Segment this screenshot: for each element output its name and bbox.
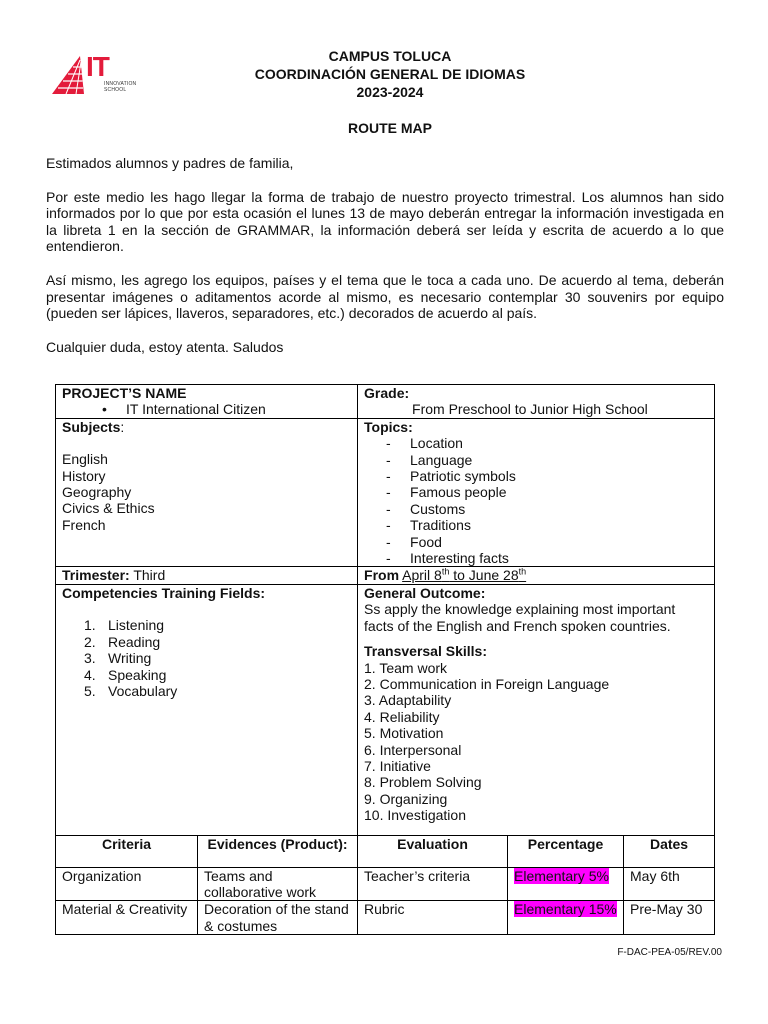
- topic-item: - Interesting facts: [386, 550, 708, 566]
- topic-item: - Location: [386, 435, 708, 451]
- percentage-highlight: Elementary 15%: [514, 901, 617, 918]
- logo-sub-line1: INNOVATION: [104, 81, 137, 87]
- subject-item: French: [62, 516, 106, 533]
- criteria-row: [56, 901, 715, 935]
- competencies-label: Competencies Training Fields:: [62, 584, 266, 601]
- evidences-header: Evidences (Product):: [198, 835, 358, 867]
- grade-cell: [358, 385, 715, 419]
- letter-paragraph-1: Por este medio les hago llegar la forma de trabajo de nuestro proyecto trimestral. Los alumnos han sido informados por lo que por esta ocasión el lunes 13 de mayo deberán entregar la información investigada en la libreta 1 en la sección de GRAMMAR, la información deberá ser leída y escrita de acuerdo a lo que entendieron.: [46, 188, 724, 255]
- skill-item: 10. Investigation: [364, 807, 466, 824]
- skill-item: 7. Initiative: [364, 757, 431, 774]
- topic-item: - Food: [386, 534, 708, 550]
- competencies-cell: [56, 584, 358, 835]
- competency-item: 2. Reading: [84, 633, 161, 650]
- project-value: • IT International Citizen: [102, 401, 351, 417]
- outcome-cell: [358, 584, 715, 835]
- grade-label: Grade:: [364, 385, 410, 401]
- competency-item: 3. Writing: [84, 650, 152, 667]
- document-header: [0, 47, 768, 101]
- percentage-cell: [508, 867, 624, 901]
- school-year: 2023-2024: [356, 84, 424, 100]
- form-code: F-DAC-PEA-05/REV.00: [617, 947, 722, 958]
- topics-label: Topics:: [364, 418, 413, 435]
- route-map-table: [55, 384, 715, 935]
- competency-item: 1. Listening: [84, 617, 165, 634]
- subject-item: English: [62, 451, 108, 468]
- topic-item: - Customs: [386, 501, 708, 517]
- subjects-label: Subjects: [62, 418, 121, 435]
- trimester-value: Third: [133, 567, 166, 584]
- competency-item: 4. Speaking: [84, 666, 167, 683]
- coordination-name: COORDINACIÓN GENERAL DE IDIOMAS: [254, 66, 526, 82]
- logo-sub-line2: SCHOOL: [104, 87, 127, 93]
- skill-item: 1. Team work: [364, 659, 448, 676]
- topic-item: - Traditions: [386, 517, 708, 533]
- date-range-cell: [358, 567, 715, 584]
- skill-item: 2. Communication in Foreign Language: [364, 675, 610, 692]
- criteria-cell: Organization: [56, 867, 198, 901]
- percentage-cell: [508, 901, 624, 935]
- topic-item: - Patriotic symbols: [386, 468, 708, 484]
- topic-item: - Famous people: [386, 484, 708, 500]
- subjects-cell: Subjects: English History Geography Civics & Ethics French: [56, 418, 358, 567]
- project-cell: [56, 385, 358, 419]
- evaluation-header: Evaluation: [358, 835, 508, 867]
- date-range-value: April 8th to June 28th: [402, 566, 527, 584]
- project-label: PROJECT’S NAME: [62, 385, 187, 401]
- dates-cell: May 6th: [624, 867, 715, 901]
- grade-value: From Preschool to Junior High School: [412, 401, 648, 418]
- skill-item: 4. Reliability: [364, 708, 440, 725]
- route-map-title: ROUTE MAP: [348, 120, 432, 136]
- evaluation-cell: Rubric: [358, 901, 508, 935]
- outcome-text: Ss apply the knowledge explaining most important facts of the English and French spoken countries.: [364, 601, 676, 634]
- criteria-row: [56, 867, 715, 901]
- competency-item: 5. Vocabulary: [84, 682, 178, 699]
- outcome-label: General Outcome:: [364, 584, 486, 601]
- campus-name: CAMPUS TOLUCA: [328, 48, 452, 64]
- dates-cell: Pre-May 30: [624, 901, 715, 935]
- subjects-row: [56, 418, 715, 567]
- letter-closing: Cualquier duda, estoy atenta. Saludos: [46, 338, 284, 355]
- percentage-header: Percentage: [508, 835, 624, 867]
- trimester-cell: [56, 567, 358, 584]
- criteria-cell: Material & Creativity: [56, 901, 198, 935]
- percentage-highlight: Elementary 5%: [514, 867, 609, 884]
- skills-label: Transversal Skills:: [364, 643, 487, 660]
- letter-paragraph-2: Así mismo, les agrego los equipos, países y el tema que le toca a cada uno. De acuerdo al tema, deberán presentar imágenes o aditamentos acorde al mismo, es necesario contemplar 30 souvenirs por equipo (pueden ser lápices, llaveros, separadores, etc.) decorados de acuerdo al país.: [46, 271, 724, 322]
- project-row: [56, 385, 715, 419]
- logo-letters: IT: [86, 51, 109, 82]
- letter-body: [46, 155, 724, 372]
- dates-header: Dates: [624, 835, 715, 867]
- competencies-row: [56, 584, 715, 835]
- skill-item: 3. Adaptability: [364, 692, 452, 709]
- subject-item: Geography: [62, 484, 132, 501]
- subject-item: Civics & Ethics: [62, 500, 155, 517]
- subject-item: History: [62, 467, 106, 484]
- trimester-label: Trimester:: [62, 567, 130, 584]
- evaluation-cell: Teacher’s criteria: [358, 867, 508, 901]
- from-label: From: [364, 567, 400, 584]
- topics-cell: [358, 418, 715, 567]
- skill-item: 8. Problem Solving: [364, 774, 482, 791]
- trimester-row: [56, 567, 715, 584]
- letter-greeting: Estimados alumnos y padres de familia,: [46, 155, 294, 171]
- topic-item: - Language: [386, 452, 708, 468]
- evidence-cell: Decoration of the stand & costumes: [198, 901, 358, 935]
- skill-item: 5. Motivation: [364, 725, 444, 742]
- skill-item: 6. Interpersonal: [364, 741, 462, 758]
- evidence-cell: Teams and collaborative work: [198, 867, 358, 901]
- skill-item: 9. Organizing: [364, 790, 448, 807]
- criteria-header: Criteria: [56, 835, 198, 867]
- criteria-header-row: [56, 835, 715, 867]
